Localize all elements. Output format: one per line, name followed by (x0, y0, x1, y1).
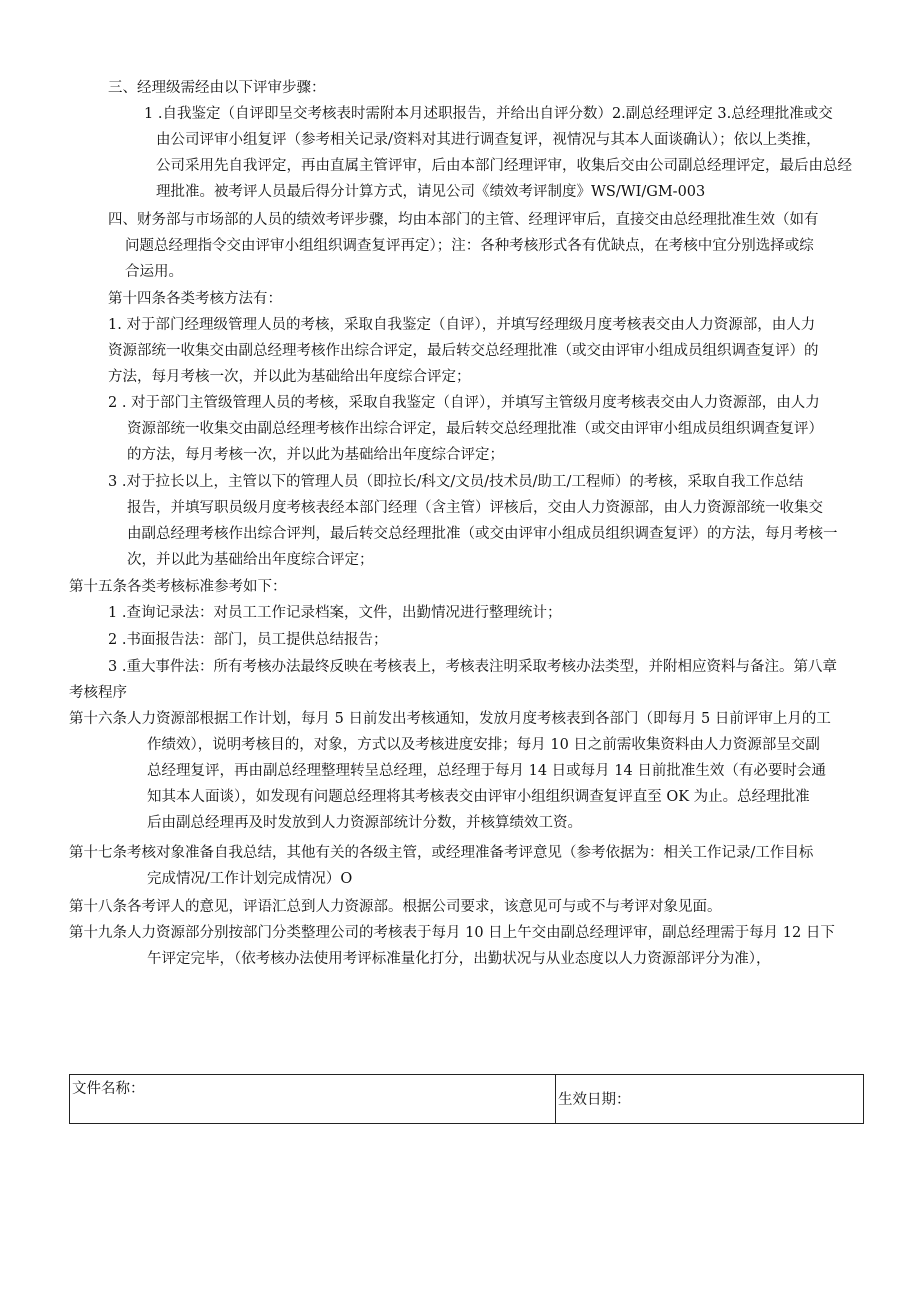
text-line: 1 .查询记录法：对员工工作记录档案，文件，出勤情况进行整理统计； (108, 605, 562, 621)
text-line: 四、财务部与市场部的人员的绩效考评步骤，均由本部门的主管、经理评审后，直接交由总经理批准生效（如有 (108, 212, 819, 228)
text-line: 由副总经理考核作出综合评判，最后转交总经理批准（或交由评审小组成员组织调查复评）的方法，每月考核一 (127, 526, 838, 542)
article-14-item-1 (108, 312, 868, 390)
text-line: 完成情况/工作计划完成情况）O (147, 871, 353, 887)
text-line: 后由副总经理再及时发放到人力资源部统计分数，并核算绩效工资。 (147, 815, 582, 831)
text-line: 第十八条各考评人的意见，评语汇总到人力资源部。根据公司要求，该意见可与或不与考评对象见面。 (69, 899, 722, 915)
text-line: 知其本人面谈），如发现有问题总经理将其考核表交由评审小组组织调查复评直至 OK 为止。总经理批准 (147, 789, 810, 805)
text-line: 问题总经理指令交由评审小组组织调查复评再定）；注：各种考核形式各有优缺点，在考核中宜分别选择或综 (125, 238, 814, 254)
text-line: 3 .重大事件法：所有考核办法最终反映在考核表上，考核表注明采取考核办法类型，并附相应资料与备注。第八章 (108, 659, 837, 675)
text-line: 第十九条人力资源部分别按部门分类整理公司的考核表于每月 10 日上午交由副总经理评审，副总经理需于每月 12 日下 (69, 925, 835, 941)
text-line: 第十四条各类考核方法有： (108, 291, 282, 307)
text-line: 资源部统一收集交由副总经理考核作出综合评定，最后转交总经理批准（或交由评审小组成员组织调查复评） (127, 421, 823, 437)
section-three-heading (108, 75, 868, 101)
article-14-item-2 (108, 390, 870, 468)
text-line: 三、经理级需经由以下评审步骤： (108, 80, 326, 96)
text-line: 第十六条人力资源部根据工作计划，每月 5 日前发出考核通知，发放月度考核表到各部门（即每月 5 日前评审上月的工 (69, 711, 831, 727)
file-name-label: 文件名称： (72, 1081, 145, 1097)
file-name-cell (70, 1075, 556, 1123)
text-line: 1 .自我鉴定（自评即呈交考核表时需附本月述职报告，并给出自评分数）2.副总经理评定 3.总经理批准或交 (144, 106, 833, 122)
article-15-item-1 (108, 600, 868, 626)
text-line: 2 . 对于部门主管级管理人员的考核，采取自我鉴定（自评），并填写主管级月度考核表交由人力资源部，由人力 (108, 395, 820, 411)
text-line: 理批准。被考评人员最后得分计算方式，请见公司《绩效考评制度》WS/WI/GM-003 (156, 184, 706, 200)
effective-date-cell (556, 1075, 863, 1123)
text-line: 的方法，每月考核一次，并以此为基础给出年度综合评定； (127, 447, 504, 463)
text-line: 资源部统一收集交由副总经理考核作出综合评定，最后转交总经理批准（或交由评审小组成员组织调查复评）的 (108, 343, 819, 359)
text-line: 2 .书面报告法：部门，员工提供总结报告； (108, 632, 388, 648)
article-19 (69, 920, 867, 972)
text-line: 1. 对于部门经理级管理人员的考核，采取自我鉴定（自评），并填写经理级月度考核表交由人力资源部，由人力 (108, 317, 816, 333)
footer-table (69, 1074, 864, 1124)
text-line: 报告，并填写职员级月度考核表经本部门经理（含主管）评核后，交由人力资源部，由人力资源部统一收集交 (127, 500, 823, 516)
text-line: 合运用。 (125, 264, 183, 280)
article-17 (69, 840, 867, 892)
text-line: 午评定完毕，（依考核办法使用考评标准量化打分，出勤状况与从业态度以人力资源部评分为准）， (147, 951, 771, 967)
text-line: 作绩效），说明考核目的，对象，方式以及考核进度安排；每月 10 日之前需收集资料由人力资源部呈交副 (147, 737, 820, 753)
section-three-item-1 (144, 101, 866, 205)
text-line: 考核程序 (69, 685, 127, 701)
text-line: 次，并以此为基础给出年度综合评定； (127, 552, 374, 568)
article-16 (69, 706, 867, 836)
text-line: 第十七条考核对象准备自我总结，其他有关的各级主管，或经理准备考评意见（参考依据为：相关工作记录/工作目标 (69, 845, 814, 861)
article-18 (69, 894, 867, 920)
text-line: 公司采用先自我评定，再由直属主管评审，后由本部门经理评审，收集后交由公司副总经理评定，最后由总经 (156, 158, 852, 174)
article-15-heading (69, 574, 869, 600)
article-14-item-3 (108, 469, 866, 573)
section-four (108, 207, 868, 285)
text-line: 3 .对于拉长以上，主管以下的管理人员（即拉长/科文/文员/技术员/助工/工程师）的考核，采取自我工作总结 (108, 474, 804, 490)
article-14-heading (108, 286, 868, 312)
text-line: 总经理复评，再由副总经理整理转呈总经理，总经理于每月 14 日或每月 14 日前批准生效（有必要时会通 (147, 763, 826, 779)
text-line: 由公司评审小组复评（参考相关记录/资料对其进行调查复评，视情况与其本人面谈确认）；依以上类推， (156, 132, 821, 148)
effective-date-label: 生效日期： (558, 1092, 631, 1108)
article-15-item-3 (69, 654, 863, 706)
text-line: 第十五条各类考核标准参考如下： (69, 579, 287, 595)
text-line: 方法，每月考核一次，并以此为基础给出年度综合评定； (108, 369, 471, 385)
article-15-item-2 (108, 627, 868, 653)
